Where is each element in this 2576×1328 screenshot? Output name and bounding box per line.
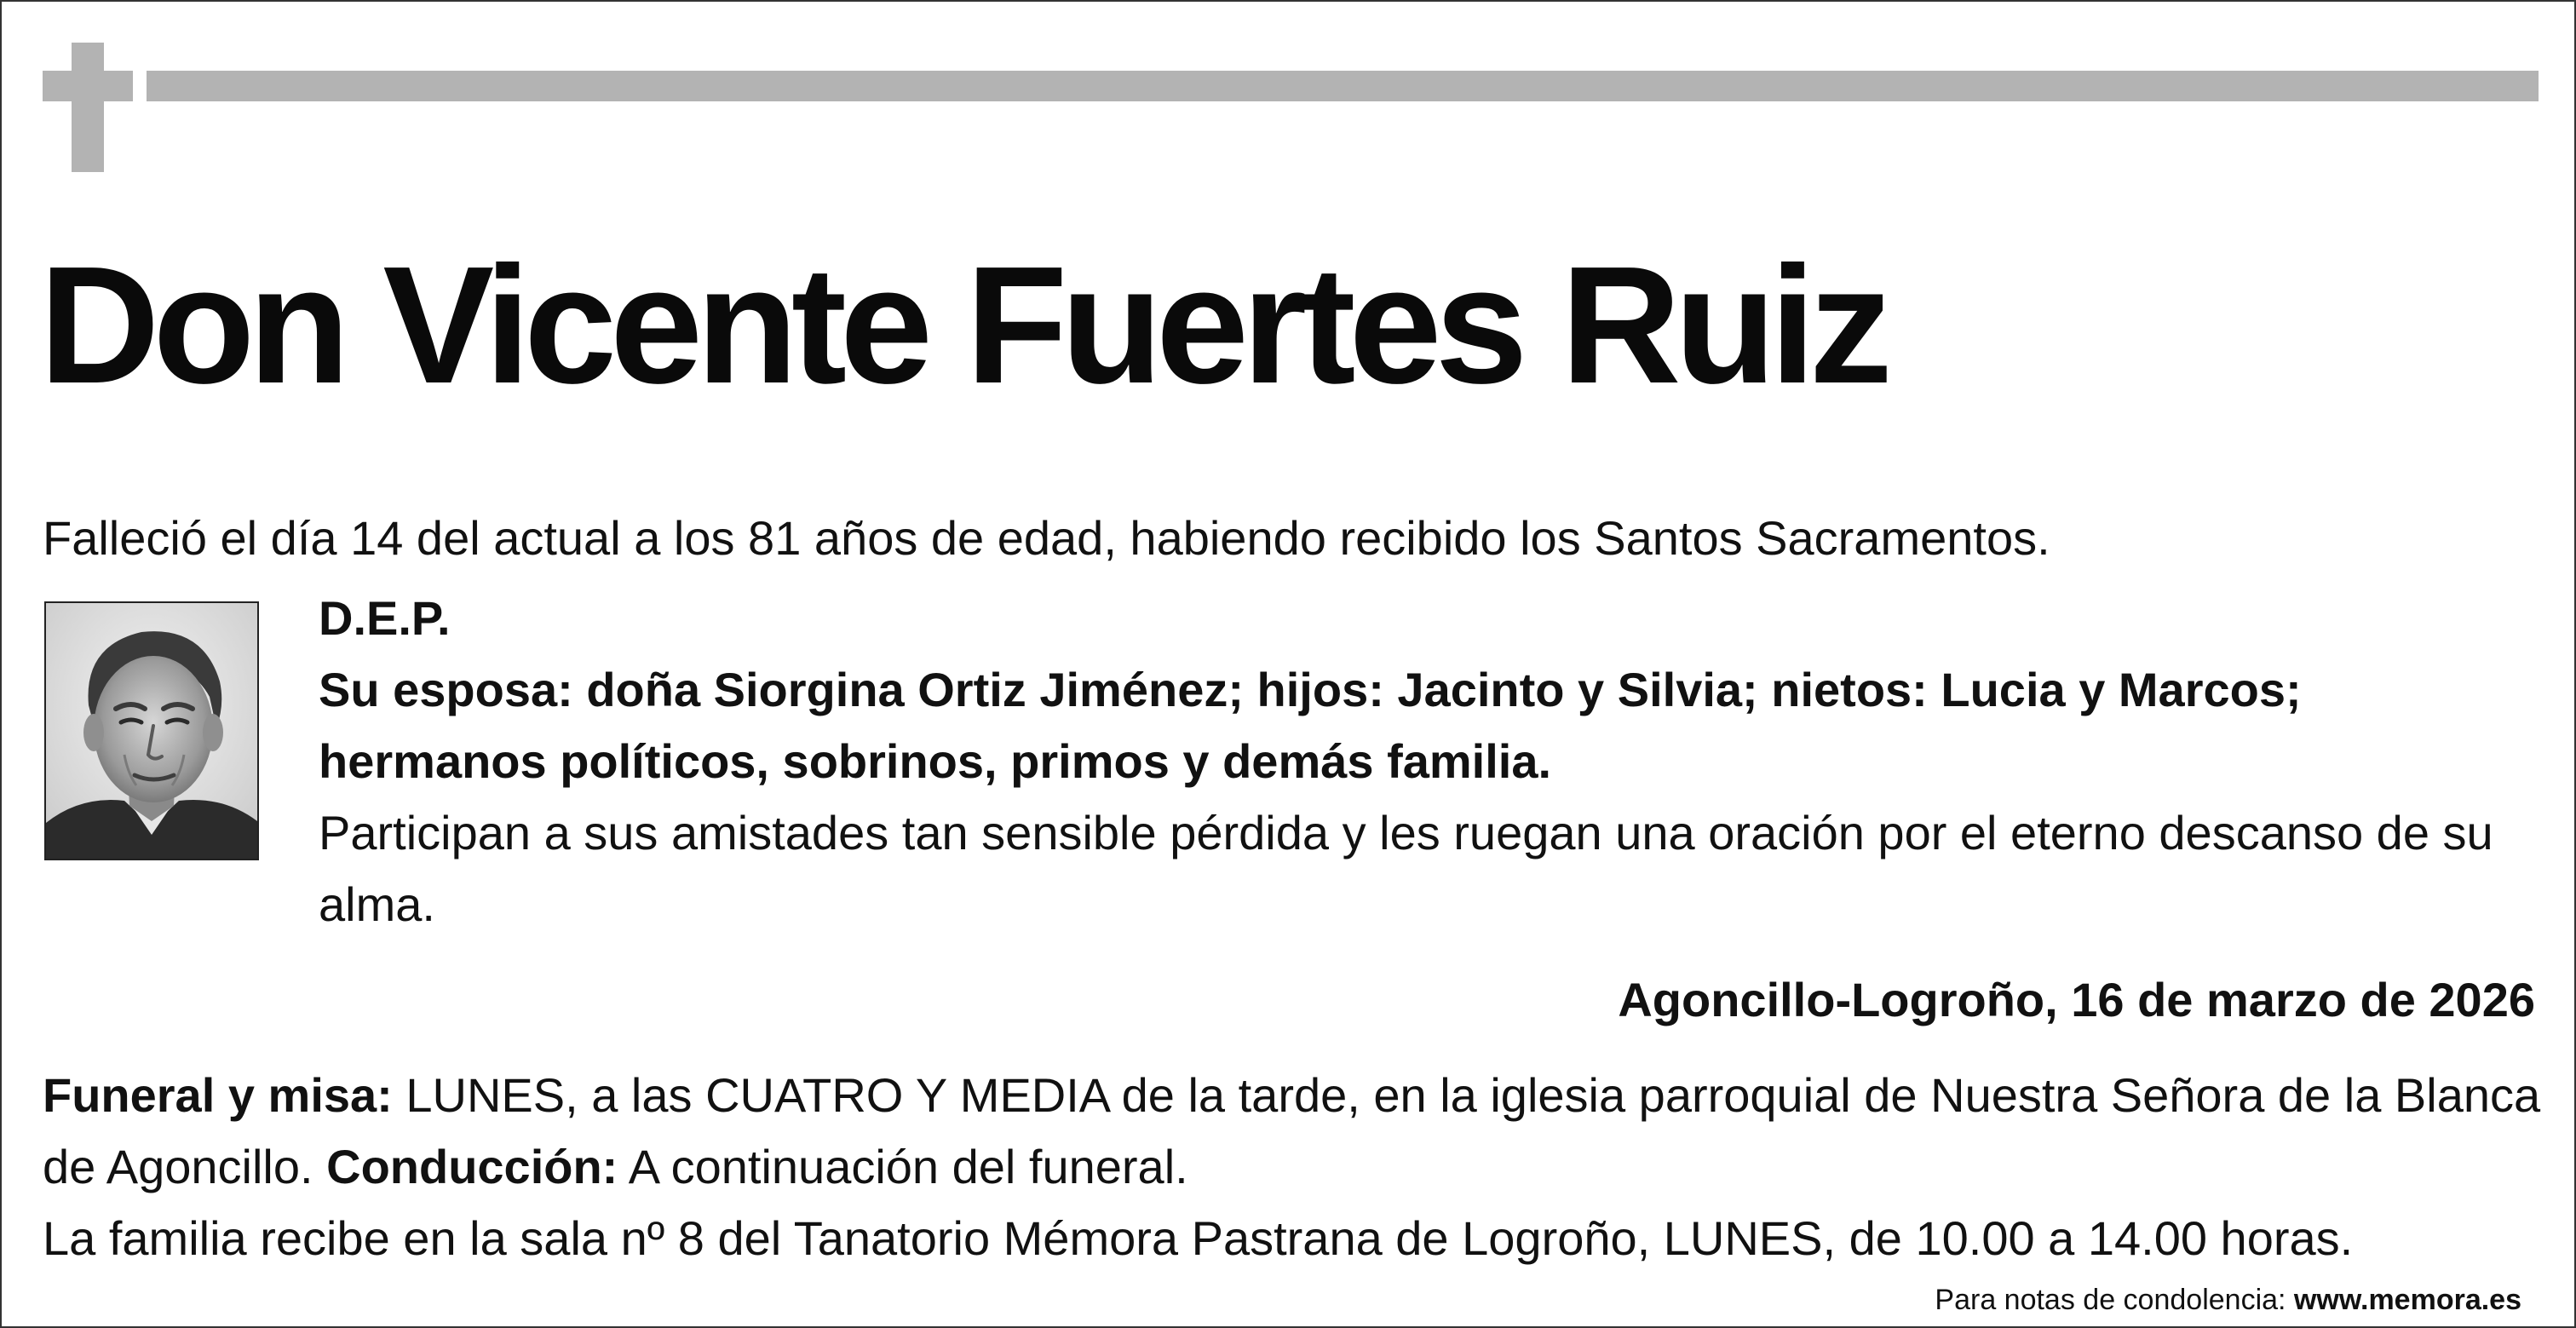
- condolence-label: Para notas de condolencia:: [1935, 1284, 2294, 1316]
- condolence-note: [1935, 1281, 2521, 1319]
- cross-horizontal-bar: [43, 71, 133, 101]
- header-rule: [147, 71, 2539, 101]
- dep-heading: D.E.P.: [319, 591, 451, 645]
- participation-message: Participan a sus amistades tan sensible pérdida y les ruegan una oración por el eterno descanso de su alma.: [319, 806, 2493, 931]
- funeral-text: LUNES, a las CUATRO Y MEDIA de la tarde, en la iglesia parroquial de Nuestra Señora de la Blanca de Agoncillo.: [43, 1068, 2541, 1193]
- cross-vertical-bar: [72, 43, 104, 172]
- notice-body: [319, 583, 2499, 940]
- portrait-image: [46, 603, 257, 859]
- conduccion-label: Conducción:: [326, 1140, 618, 1193]
- deceased-photo: [44, 601, 259, 860]
- family-list: Su esposa: doña Siorgina Ortiz Jiménez; hijos: Jacinto y Silvia; nietos: Lucia y Marcos; hermanos políticos, sobrinos, primos y demás familia.: [319, 663, 2302, 788]
- tanatorio-info: La familia recibe en la sala nº 8 del Tanatorio Mémora Pastrana de Logroño, LUNES, de 10.00 a 14.00 horas.: [43, 1211, 2354, 1265]
- funeral-paragraph: [43, 1060, 2547, 1203]
- funeral-label: Funeral y misa:: [43, 1068, 393, 1122]
- funeral-details: [43, 1060, 2547, 1274]
- death-statement: Falleció el día 14 del actual a los 81 años de edad, habiendo recibido los Santos Sacramentos.: [43, 511, 2050, 565]
- conduccion-text: A continuación del funeral.: [618, 1140, 1188, 1193]
- place-date-line: Agoncillo-Logroño, 16 de marzo de 2026: [1618, 973, 2535, 1026]
- deceased-name: Don Vicente Fuertes Ruiz: [39, 232, 1886, 418]
- memora-link[interactable]: www.memora.es: [2293, 1284, 2521, 1316]
